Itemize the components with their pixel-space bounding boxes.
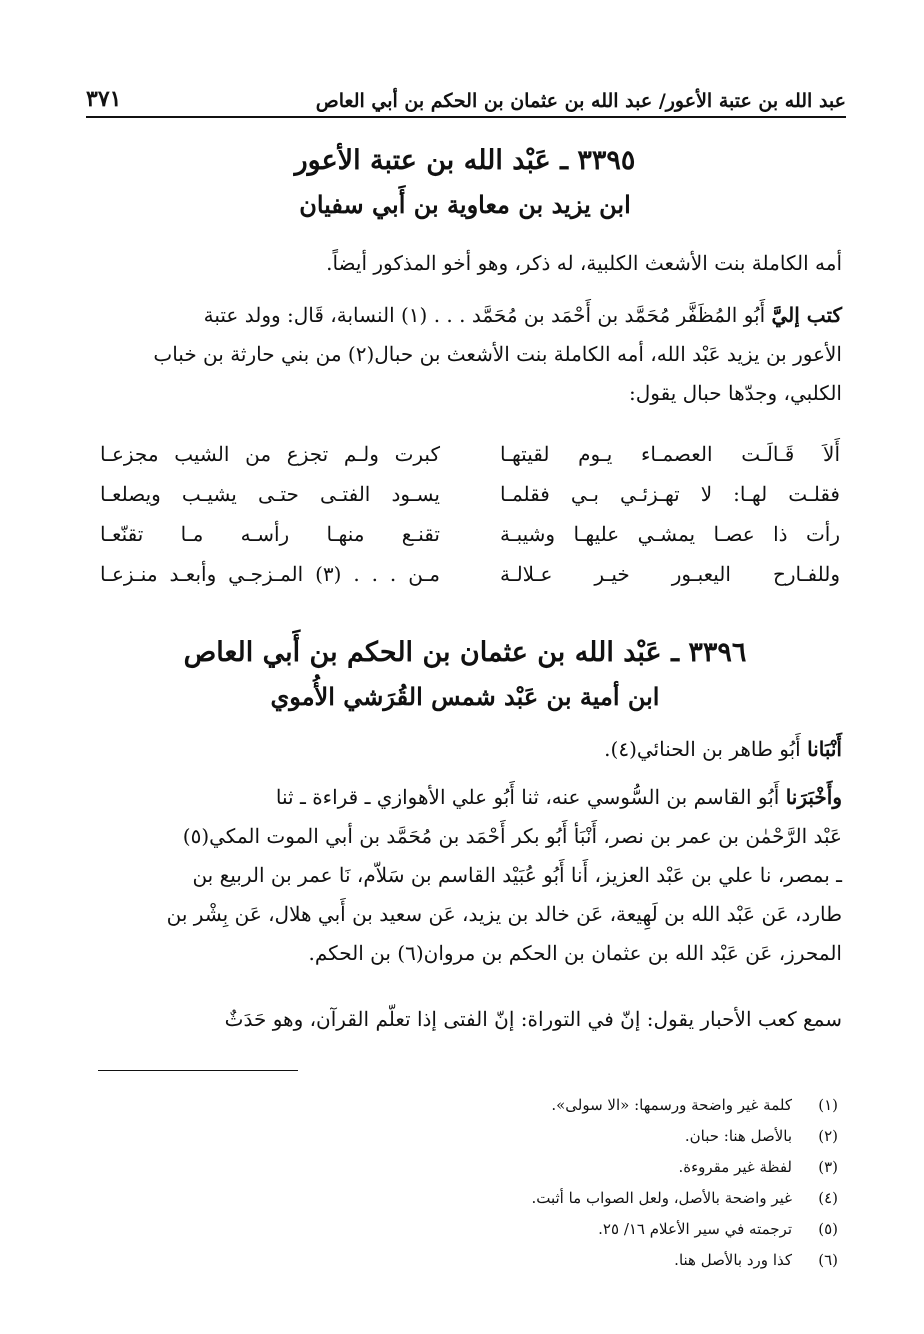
poem-verse (100, 514, 840, 554)
second-hemistich: كبرت ولـم تجزع من الشيب مجزعـا (100, 442, 440, 466)
footnote-number: (٣) (818, 1158, 838, 1176)
footnote-text: كذا ورد بالأصل هنا. (674, 1251, 792, 1269)
second-hemistich: مـن . . . (٣) المـزجـي وأبعـد منـزعـا (100, 562, 440, 586)
footnote-text: كلمة غير واضحة ورسمها: «الا سولى». (551, 1096, 792, 1114)
footnote (86, 1214, 838, 1245)
page-number: ٣٧١ (86, 86, 122, 112)
first-hemistich: وللفـارح اليعبـور خيـر عـلالـة (500, 562, 840, 586)
footnote-number: (٥) (818, 1220, 838, 1238)
poem-verse (100, 554, 840, 594)
footnote (86, 1121, 838, 1152)
footnote (86, 1245, 838, 1276)
footnote (86, 1152, 838, 1183)
text-run: أَبُو طاهر بن الحنائي(٤). (604, 737, 801, 761)
text-line: سمع كعب الأحبار يقول: إنّ في التوراة: إنّ الفتى إذا تعلّم القرآن، وهو حَدَثٌ (224, 1007, 842, 1031)
footnote-text: بالأصل هنا: حبان. (684, 1127, 792, 1145)
first-hemistich: فقلـت لهـا: لا تهـزئـي بـي فقلمـا (500, 482, 840, 506)
text-line (86, 296, 842, 335)
footnote-number: (٦) (818, 1251, 838, 1269)
paragraph (86, 730, 842, 769)
footnote-text: غير واضحة بالأصل، ولعل الصواب ما أثبت. (531, 1189, 792, 1207)
footnote (86, 1183, 838, 1214)
text-line (86, 778, 842, 817)
paragraph (86, 244, 842, 283)
first-hemistich: رأت ذا عصـا يمشـي عليهـا وشيبـة (500, 522, 840, 546)
second-hemistich: يسـود الفتـى حتـى يشيـب ويصلعـا (100, 482, 440, 506)
footnote-number: (٤) (818, 1189, 838, 1207)
text-line: الكلبي، وجدّها حبال يقول: (628, 381, 842, 405)
text-line: المحرز، عَن عَبْد الله بن عثمان بن الحكم بن مروان(٦) بن الحكم. (308, 941, 842, 965)
running-title: عبد الله بن عتبة الأعور/ عبد الله بن عثمان بن الحكم بن أبي العاص (315, 90, 846, 112)
text-line: عَبْد الرَّحْمٰن بن عمر بن نصر، أَنْبَأ أَبُو بكر أَحْمَد بن مُحَمَّد بن أبي الموت المكي(٥) (182, 824, 842, 848)
text-line: الأعور بن يزيد عَبْد الله، أمه الكاملة بنت الأشعث بن حبال(٢) من بني حارثة بن خباب (153, 342, 842, 366)
text-line (86, 730, 842, 769)
footnote-number: (١) (818, 1096, 838, 1114)
entry-3395-heading (86, 138, 844, 226)
footnotes (86, 1090, 838, 1276)
entry-lineage: ابن يزيد بن معاوية بن أَبي سفيان (299, 190, 631, 219)
poem-verse (100, 474, 840, 514)
footnote-text: ترجمته في سير الأعلام ١٦/ ٢٥. (598, 1220, 792, 1238)
first-hemistich: أَلاَ قَـالَـت العصمـاء يـوم لقيتهـا (500, 442, 840, 466)
poem-verse (100, 434, 840, 474)
page-header (86, 68, 846, 118)
text-line: طارد، عَن عَبْد الله بن لَهِيعة، عَن خالد بن يزيد، عَن سعيد بن أَبي هلال، عَن بِشْر بن (166, 902, 842, 926)
entry-lineage: ابن أمية بن عَبْد شمس القُرَشي الأُموي (270, 682, 660, 711)
text-line: ـ بمصر، نا علي بن عَبْد العزيز، أَنا أَبُو عُبَيْد القاسم بن سَلاّم، نَا عمر بن الربيع بن (192, 863, 842, 887)
text-run: أَبُو القاسم بن السُّوسي عنه، ثنا أَبُو علي الأهوازي ـ قراءة ـ ثنا (275, 785, 780, 809)
transmission-term: أَنْبَانا (807, 737, 842, 761)
entry-title: ٣٣٩٦ ـ عَبْد الله بن عثمان بن الحكم بن أَبي العاص (183, 637, 747, 668)
footnote-number: (٢) (818, 1127, 838, 1145)
entry-3396-heading (86, 630, 844, 718)
entry-title: ٣٣٩٥ ـ عَبْد الله بن عتبة الأعور (294, 145, 636, 176)
transmission-term: كتب إليَّ (771, 303, 842, 327)
transmission-term: وأَخْبَرَنا (785, 785, 842, 809)
text-run: أَبُو المُظَفَّر مُحَمَّد بن أَحْمَد بن مُحَمَّد . . . (١) النسابة، قَال: وولد عتبة (203, 303, 766, 327)
footnote-divider (98, 1070, 298, 1071)
poem (100, 434, 840, 594)
text-line: أمه الكاملة بنت الأشعث الكلبية، له ذكر، وهو أخو المذكور أيضاً. (326, 251, 842, 275)
paragraph (86, 296, 842, 413)
paragraph (86, 1000, 842, 1039)
second-hemistich: تقنـع منهـا رأسـه مـا تقنّعـا (100, 522, 440, 546)
paragraph (86, 778, 842, 973)
footnote (86, 1090, 838, 1121)
footnote-text: لفظة غير مقروءة. (678, 1158, 792, 1176)
